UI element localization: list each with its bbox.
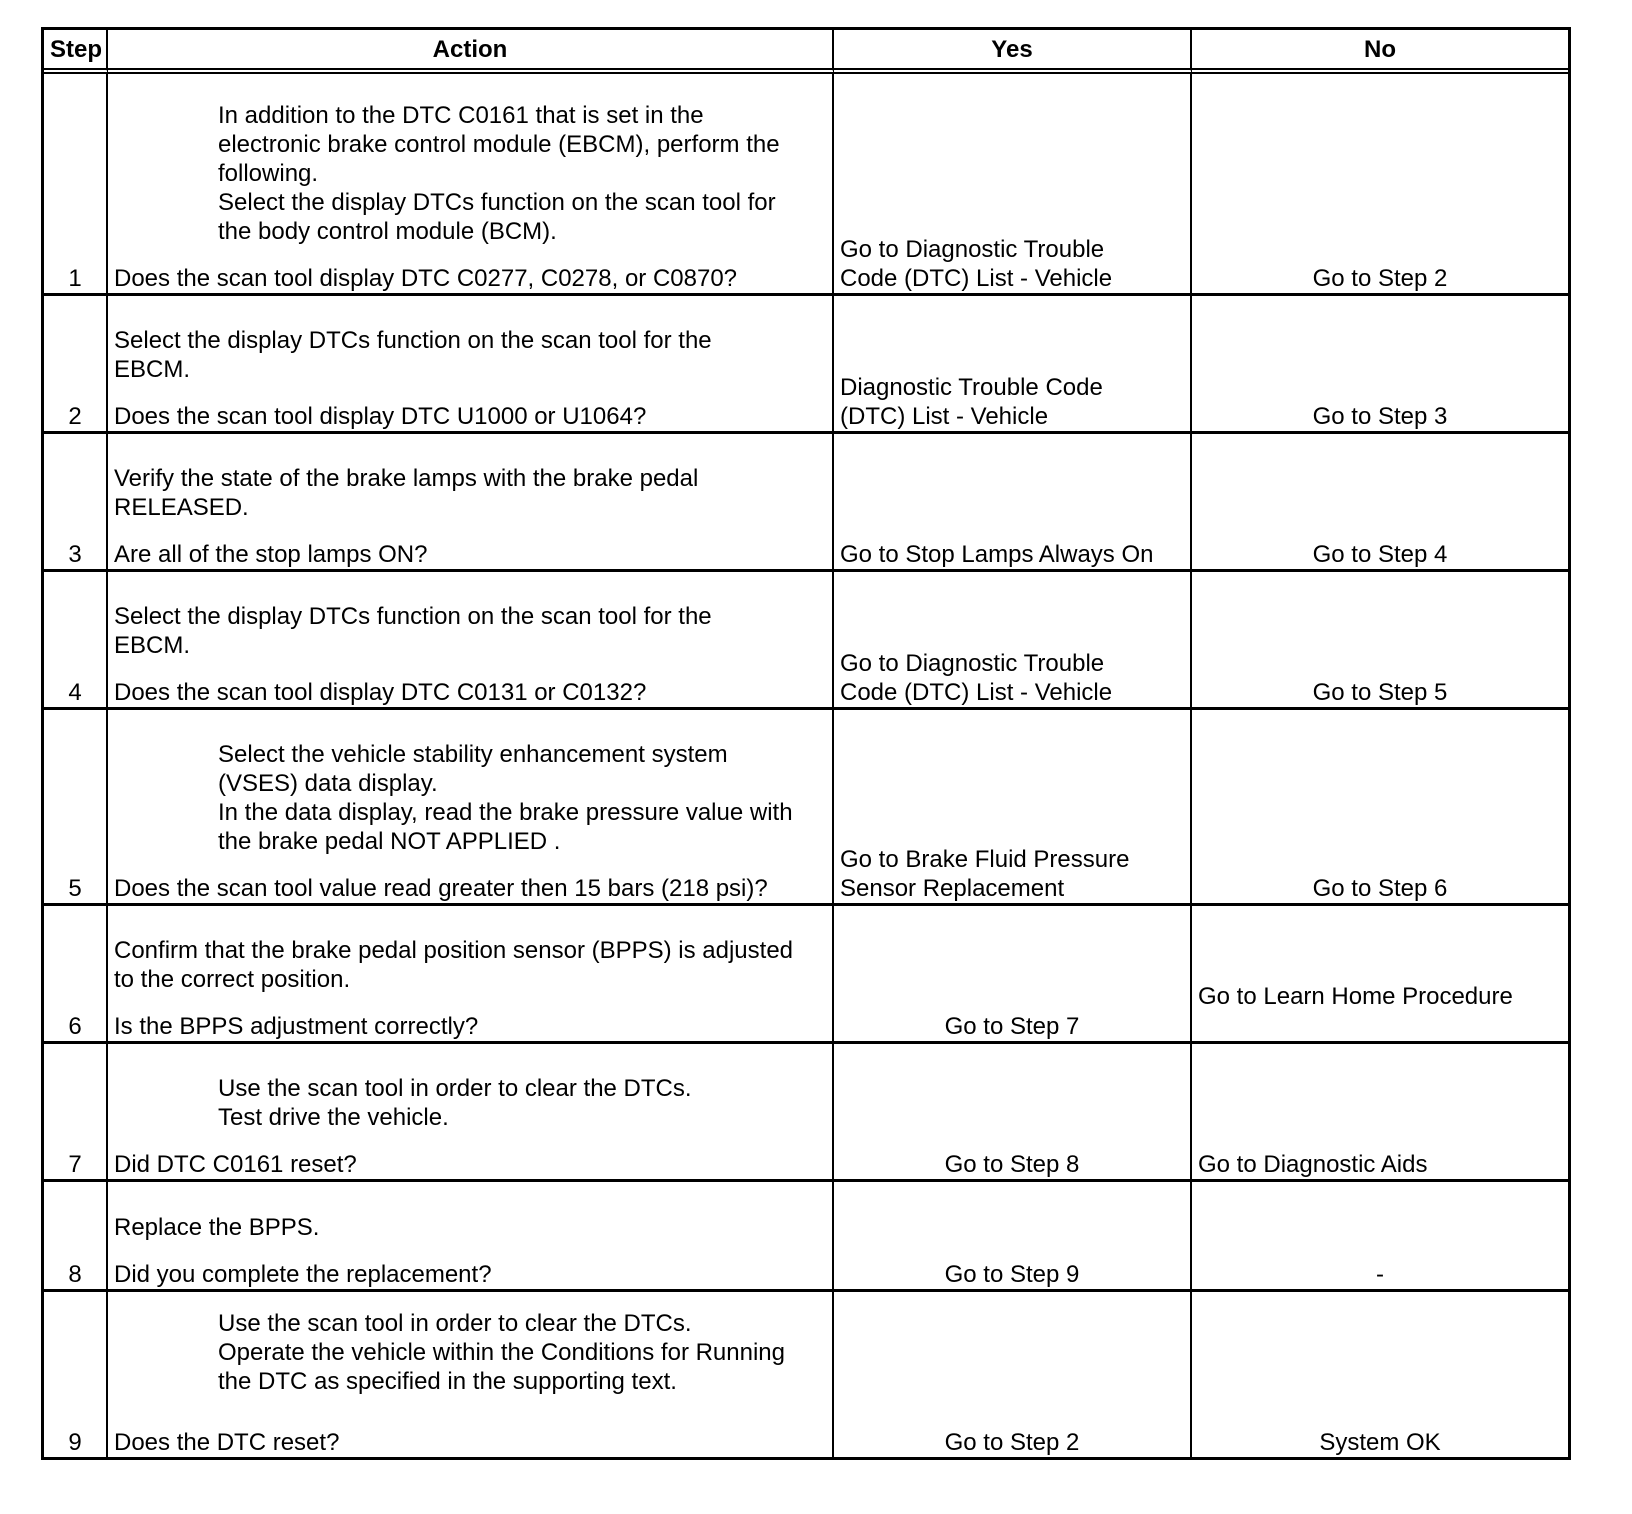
table-row [44, 710, 1568, 906]
step-number: 2 [44, 296, 108, 434]
table-row [44, 1044, 1568, 1182]
action-instructions: Verify the state of the brake lamps with the brake pedal RELEASED. [114, 465, 699, 521]
table-row [44, 572, 1568, 710]
action-cell [108, 296, 834, 434]
step-number: 4 [44, 572, 108, 710]
action-cell [108, 1044, 834, 1182]
yes-cell: Go to Step 2 [834, 1292, 1192, 1457]
step-number: 8 [44, 1182, 108, 1292]
action-cell [108, 434, 834, 572]
action-question: Does the DTC reset? [114, 1429, 340, 1456]
step-number: 9 [44, 1292, 108, 1457]
header-action: Action [108, 30, 834, 74]
action-instructions: Select the display DTCs function on the scan tool for the EBCM. [114, 603, 712, 659]
action-question: Does the scan tool value read greater then 15 bars (218 psi)? [114, 875, 768, 902]
action-instructions: In addition to the DTC C0161 that is set in the electronic brake control module (EBCM), perform the following. Select the display DTCs function on the scan tool for the body control module (BCM). [218, 102, 780, 245]
action-instructions: Replace the BPPS. [114, 1214, 320, 1241]
no-cell: System OK [1319, 1429, 1441, 1456]
action-instructions: Use the scan tool in order to clear the DTCs. Operate the vehicle within the Conditions for Running the DTC as specified in the supporting text. [218, 1310, 785, 1395]
step-number: 1 [44, 74, 108, 296]
action-question: Did DTC C0161 reset? [114, 1151, 357, 1178]
action-cell [108, 74, 834, 296]
action-instructions: Select the display DTCs function on the scan tool for the EBCM. [114, 327, 712, 383]
no-cell: Go to Step 5 [1192, 572, 1568, 710]
action-instructions: Select the vehicle stability enhancement system (VSES) data display. In the data display, read the brake pressure value with the brake pedal NOT APPLIED . [218, 741, 793, 855]
step-number: 3 [44, 434, 108, 572]
step-number: 6 [44, 906, 108, 1044]
header-step: Step [44, 30, 108, 74]
diagnostic-procedure-table [41, 27, 1571, 1460]
step-number: 7 [44, 1044, 108, 1182]
yes-cell: Go to Diagnostic Trouble Code (DTC) List - Vehicle [834, 572, 1192, 710]
action-question: Does the scan tool display DTC U1000 or U1064? [114, 403, 647, 430]
no-cell: Go to Learn Home Procedure [1192, 906, 1568, 1044]
header-no: No [1192, 30, 1568, 74]
yes-cell: Go to Brake Fluid Pressure Sensor Replacement [834, 710, 1192, 906]
action-question: Did you complete the replacement? [114, 1261, 492, 1288]
no-cell: - [1192, 1182, 1568, 1292]
yes-cell: Go to Diagnostic Trouble Code (DTC) List - Vehicle [834, 74, 1192, 296]
action-cell [108, 572, 834, 710]
header-row [44, 30, 1568, 74]
no-cell: Go to Diagnostic Aids [1192, 1044, 1568, 1182]
table-row [44, 1182, 1568, 1292]
yes-cell: Go to Step 8 [834, 1044, 1192, 1182]
action-instructions: Confirm that the brake pedal position sensor (BPPS) is adjusted to the correct position. [114, 937, 794, 993]
action-question: Does the scan tool display DTC C0277, C0278, or C0870? [114, 265, 738, 292]
action-question: Does the scan tool display DTC C0131 or C0132? [114, 679, 647, 706]
no-cell: Go to Step 6 [1192, 710, 1568, 906]
yes-cell: Diagnostic Trouble Code (DTC) List - Vehicle [834, 296, 1192, 434]
action-cell [108, 906, 834, 1044]
yes-cell: Go to Stop Lamps Always On [834, 434, 1192, 572]
step-number: 5 [44, 710, 108, 906]
table-row [44, 906, 1568, 1044]
action-instructions: Use the scan tool in order to clear the DTCs. Test drive the vehicle. [218, 1075, 692, 1131]
action-question: Is the BPPS adjustment correctly? [114, 1013, 479, 1040]
table-row [44, 296, 1568, 434]
no-cell: Go to Step 3 [1192, 296, 1568, 434]
no-cell: Go to Step 2 [1192, 74, 1568, 296]
table-row [44, 74, 1568, 296]
table-row [44, 434, 1568, 572]
yes-cell: Go to Step 9 [834, 1182, 1192, 1292]
action-cell [108, 710, 834, 906]
header-yes: Yes [834, 30, 1192, 74]
yes-cell: Go to Step 7 [834, 906, 1192, 1044]
table-row [44, 1292, 1568, 1457]
action-cell [108, 1292, 834, 1457]
no-cell: Go to Step 4 [1192, 434, 1568, 572]
action-cell [108, 1182, 834, 1292]
action-question: Are all of the stop lamps ON? [114, 541, 428, 568]
